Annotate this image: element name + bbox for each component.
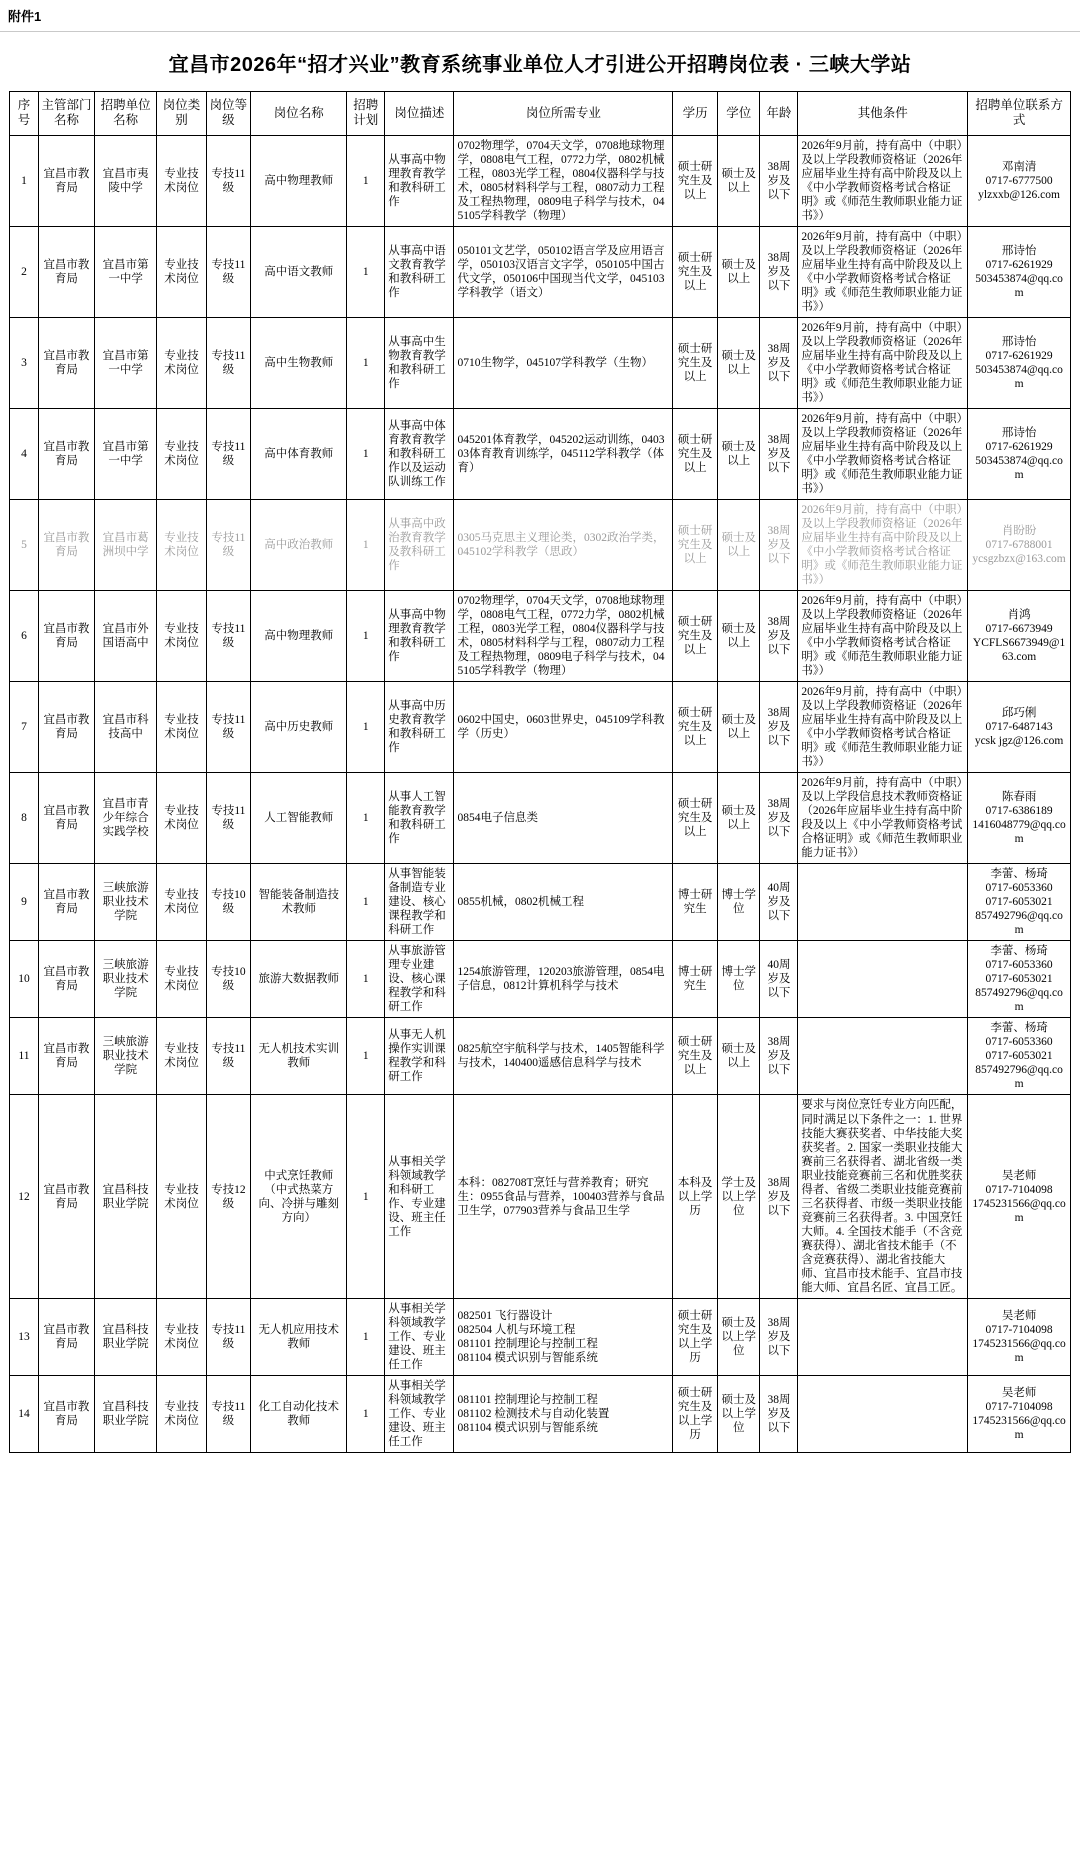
cell-contact: 吴老师 0717-7104098 1745231566@qq.com bbox=[968, 1298, 1071, 1375]
cell-contact: 邢诗怡 0717-6261929 503453874@qq.com bbox=[968, 317, 1071, 408]
table-row bbox=[10, 773, 1071, 864]
cell-other-conditions bbox=[798, 1018, 968, 1095]
cell-seq: 2 bbox=[10, 226, 39, 317]
cell-education: 硕士研究生及以上 bbox=[673, 226, 718, 317]
cell-contact: 邢诗怡 0717-6261929 503453874@qq.com bbox=[968, 408, 1071, 499]
cell-plan: 1 bbox=[347, 1095, 385, 1298]
cell-other-conditions: 2026年9月前，持有高中（中职）及以上学段教师资格证（2026年应届毕业生持有高中阶段及以上《中小学教师资格考试合格证明》或《师范生教师职业能力证书》） bbox=[798, 226, 968, 317]
cell-education: 本科及以上学历 bbox=[673, 1095, 718, 1298]
cell-dept: 宜昌市教育局 bbox=[39, 590, 95, 681]
cell-unit: 宜昌科技职业学院 bbox=[94, 1095, 157, 1298]
cell-age: 38周岁及以下 bbox=[760, 408, 798, 499]
cell-plan: 1 bbox=[347, 941, 385, 1018]
cell-major: 0825航空宇航科学与技术，1405智能科学与技术，140400遥感信息科学与技术 bbox=[454, 1018, 673, 1095]
cell-post-level: 专技12级 bbox=[206, 1095, 251, 1298]
cell-seq: 11 bbox=[10, 1018, 39, 1095]
cell-plan: 1 bbox=[347, 1298, 385, 1375]
cell-education: 博士研究生 bbox=[673, 864, 718, 941]
cell-unit: 宜昌市第一中学 bbox=[94, 226, 157, 317]
cell-post-name: 高中物理教师 bbox=[251, 135, 347, 226]
th-dept: 主管部门名称 bbox=[39, 92, 95, 136]
cell-other-conditions: 2026年9月前，持有高中（中职）及以上学段教师资格证（2026年应届毕业生持有高中阶段及以上《中小学教师资格考试合格证明》或《师范生教师职业能力证书》） bbox=[798, 408, 968, 499]
cell-age: 40周岁及以下 bbox=[760, 864, 798, 941]
cell-major: 0855机械，0802机械工程 bbox=[454, 864, 673, 941]
cell-post-name: 高中政治教师 bbox=[251, 499, 347, 590]
cell-post-level: 专技11级 bbox=[206, 1298, 251, 1375]
cell-education: 硕士研究生及以上 bbox=[673, 408, 718, 499]
cell-description: 从事旅游管理专业建设、核心课程教学和科研工作 bbox=[385, 941, 454, 1018]
cell-post-type: 专业技术岗位 bbox=[157, 1375, 206, 1452]
job-positions-table bbox=[9, 91, 1071, 1453]
cell-post-level: 专技11级 bbox=[206, 773, 251, 864]
cell-contact: 吴老师 0717-7104098 1745231566@qq.com bbox=[968, 1095, 1071, 1298]
cell-dept: 宜昌市教育局 bbox=[39, 682, 95, 773]
cell-age: 38周岁及以下 bbox=[760, 773, 798, 864]
cell-contact: 肖盼盼 0717-6788001 ycsgzbzx@163.com bbox=[968, 499, 1071, 590]
cell-plan: 1 bbox=[347, 864, 385, 941]
th-seq: 序号 bbox=[10, 92, 39, 136]
cell-dept: 宜昌市教育局 bbox=[39, 1298, 95, 1375]
cell-unit: 三峡旅游职业技术学院 bbox=[94, 941, 157, 1018]
cell-degree: 硕士及以上 bbox=[718, 590, 760, 681]
th-desc: 岗位描述 bbox=[385, 92, 454, 136]
cell-post-level: 专技11级 bbox=[206, 590, 251, 681]
cell-post-level: 专技11级 bbox=[206, 226, 251, 317]
cell-post-name: 高中历史教师 bbox=[251, 682, 347, 773]
cell-post-level: 专技11级 bbox=[206, 1018, 251, 1095]
cell-post-level: 专技11级 bbox=[206, 682, 251, 773]
cell-degree: 博士学位 bbox=[718, 941, 760, 1018]
cell-education: 硕士研究生及以上 bbox=[673, 773, 718, 864]
cell-seq: 14 bbox=[10, 1375, 39, 1452]
cell-contact: 李蕾、杨琦 0717-6053360 0717-6053021 857492796@qq.com bbox=[968, 864, 1071, 941]
cell-dept: 宜昌市教育局 bbox=[39, 135, 95, 226]
cell-description: 从事相关学科领域教学和科研工作、专业建设、班主任工作 bbox=[385, 1095, 454, 1298]
cell-seq: 7 bbox=[10, 682, 39, 773]
cell-description: 从事无人机操作实训课程教学和科研工作 bbox=[385, 1018, 454, 1095]
cell-degree: 硕士及以上 bbox=[718, 499, 760, 590]
cell-seq: 10 bbox=[10, 941, 39, 1018]
cell-dept: 宜昌市教育局 bbox=[39, 1375, 95, 1452]
cell-education: 硕士研究生及以上 bbox=[673, 1018, 718, 1095]
cell-age: 38周岁及以下 bbox=[760, 682, 798, 773]
cell-post-level: 专技11级 bbox=[206, 317, 251, 408]
cell-contact: 陈春雨 0717-6386189 1416048779@qq.com bbox=[968, 773, 1071, 864]
cell-degree: 硕士及以上 bbox=[718, 682, 760, 773]
cell-other-conditions bbox=[798, 1298, 968, 1375]
cell-major: 0702物理学，0704天文学，0708地球物理学，0808电气工程，0772力学，0802机械工程，0803光学工程，0804仪器科学与技术，0805材料科学与工程，0807动力工程及工程热物理，0809电子科学与技术，045105学科教学（物理） bbox=[454, 590, 673, 681]
cell-seq: 13 bbox=[10, 1298, 39, 1375]
cell-description: 从事高中政治教育教学及教科研工作 bbox=[385, 499, 454, 590]
cell-post-type: 专业技术岗位 bbox=[157, 135, 206, 226]
cell-post-level: 专技11级 bbox=[206, 499, 251, 590]
cell-post-type: 专业技术岗位 bbox=[157, 499, 206, 590]
cell-degree: 硕士及以上学位 bbox=[718, 1298, 760, 1375]
cell-post-type: 专业技术岗位 bbox=[157, 226, 206, 317]
cell-age: 38周岁及以下 bbox=[760, 135, 798, 226]
cell-post-name: 化工自动化技术教师 bbox=[251, 1375, 347, 1452]
cell-plan: 1 bbox=[347, 499, 385, 590]
cell-post-name: 无人机技术实训教师 bbox=[251, 1018, 347, 1095]
cell-other-conditions bbox=[798, 1375, 968, 1452]
cell-education: 博士研究生 bbox=[673, 941, 718, 1018]
cell-age: 38周岁及以下 bbox=[760, 1298, 798, 1375]
cell-contact: 邓南清 0717-6777500 ylzxxb@126.com bbox=[968, 135, 1071, 226]
cell-post-name: 无人机应用技术教师 bbox=[251, 1298, 347, 1375]
cell-dept: 宜昌市教育局 bbox=[39, 941, 95, 1018]
cell-post-type: 专业技术岗位 bbox=[157, 1018, 206, 1095]
th-major: 岗位所需专业 bbox=[454, 92, 673, 136]
cell-major: 082501 飞行器设计 082504 人机与环境工程 081101 控制理论与控制工程 081104 模式识别与智能系统 bbox=[454, 1298, 673, 1375]
cell-major: 0305马克思主义理论类，0302政治学类，045102学科教学（思政） bbox=[454, 499, 673, 590]
cell-description: 从事人工智能教育教学和教科研工作 bbox=[385, 773, 454, 864]
th-contact: 招聘单位联系方式 bbox=[968, 92, 1071, 136]
cell-other-conditions: 2026年9月前，持有高中（中职）及以上学段教师资格证（2026年应届毕业生持有高中阶段及以上《中小学教师资格考试合格证明》或《师范生教师职业能力证书》） bbox=[798, 682, 968, 773]
cell-degree: 硕士及以上学位 bbox=[718, 1375, 760, 1452]
cell-major: 0710生物学，045107学科教学（生物） bbox=[454, 317, 673, 408]
cell-dept: 宜昌市教育局 bbox=[39, 499, 95, 590]
cell-age: 38周岁及以下 bbox=[760, 1018, 798, 1095]
cell-post-level: 专技11级 bbox=[206, 135, 251, 226]
cell-post-type: 专业技术岗位 bbox=[157, 317, 206, 408]
th-edu: 学历 bbox=[673, 92, 718, 136]
cell-age: 40周岁及以下 bbox=[760, 941, 798, 1018]
page-title: 宜昌市2026年“招才兴业”教育系统事业单位人才引进公开招聘岗位表 · 三峡大学站 bbox=[168, 54, 912, 76]
cell-description: 从事相关学科领域教学工作、专业建设、班主任工作 bbox=[385, 1375, 454, 1452]
cell-age: 38周岁及以下 bbox=[760, 317, 798, 408]
cell-education: 硕士研究生及以上 bbox=[673, 317, 718, 408]
table-row bbox=[10, 317, 1071, 408]
table-row bbox=[10, 941, 1071, 1018]
cell-contact: 肖鸿 0717-6673949 YCFLS6673949@163.com bbox=[968, 590, 1071, 681]
cell-post-name: 人工智能教师 bbox=[251, 773, 347, 864]
cell-plan: 1 bbox=[347, 317, 385, 408]
cell-description: 从事高中历史教育教学和教科研工作 bbox=[385, 682, 454, 773]
th-degree: 学位 bbox=[718, 92, 760, 136]
table-header-row bbox=[10, 92, 1071, 136]
cell-post-type: 专业技术岗位 bbox=[157, 1298, 206, 1375]
cell-plan: 1 bbox=[347, 590, 385, 681]
cell-seq: 4 bbox=[10, 408, 39, 499]
cell-unit: 宜昌市夷陵中学 bbox=[94, 135, 157, 226]
cell-major: 0854电子信息类 bbox=[454, 773, 673, 864]
cell-unit: 宜昌市外国语高中 bbox=[94, 590, 157, 681]
cell-contact: 邱巧俐 0717-6487143 ycsk jgz@126.com bbox=[968, 682, 1071, 773]
th-level: 岗位等级 bbox=[206, 92, 251, 136]
cell-dept: 宜昌市教育局 bbox=[39, 226, 95, 317]
cell-major: 1254旅游管理，120203旅游管理，0854电子信息，0812计算机科学与技术 bbox=[454, 941, 673, 1018]
cell-plan: 1 bbox=[347, 682, 385, 773]
cell-post-name: 高中体育教师 bbox=[251, 408, 347, 499]
cell-post-name: 高中物理教师 bbox=[251, 590, 347, 681]
cell-other-conditions: 2026年9月前，持有高中（中职）及以上学段教师资格证（2026年应届毕业生持有高中阶段及以上《中小学教师资格考试合格证明》或《师范生教师职业能力证书》） bbox=[798, 590, 968, 681]
cell-description: 从事相关学科领域教学工作、专业建设、班主任工作 bbox=[385, 1298, 454, 1375]
table-row bbox=[10, 1018, 1071, 1095]
table-body bbox=[10, 135, 1071, 1452]
cell-degree: 博士学位 bbox=[718, 864, 760, 941]
cell-degree: 硕士及以上 bbox=[718, 135, 760, 226]
cell-post-type: 专业技术岗位 bbox=[157, 682, 206, 773]
cell-seq: 6 bbox=[10, 590, 39, 681]
cell-post-name: 中式烹饪教师（中式热菜方向、冷拼与雕刻方向） bbox=[251, 1095, 347, 1298]
cell-age: 38周岁及以下 bbox=[760, 1095, 798, 1298]
cell-plan: 1 bbox=[347, 135, 385, 226]
cell-seq: 1 bbox=[10, 135, 39, 226]
cell-other-conditions: 2026年9月前，持有高中（中职）及以上学段教师资格证（2026年应届毕业生持有高中阶段及以上《中小学教师资格考试合格证明》或《师范生教师职业能力证书》） bbox=[798, 499, 968, 590]
cell-major: 050101文艺学，050102语言学及应用语言学，050103汉语言文字学，050105中国古代文学，050106中国现当代文学，045103学科教学（语文） bbox=[454, 226, 673, 317]
cell-age: 38周岁及以下 bbox=[760, 590, 798, 681]
cell-plan: 1 bbox=[347, 1018, 385, 1095]
cell-degree: 学士及以上学位 bbox=[718, 1095, 760, 1298]
table-row bbox=[10, 1298, 1071, 1375]
cell-degree: 硕士及以上 bbox=[718, 1018, 760, 1095]
th-type: 岗位类别 bbox=[157, 92, 206, 136]
cell-post-type: 专业技术岗位 bbox=[157, 590, 206, 681]
table-row bbox=[10, 226, 1071, 317]
cell-unit: 宜昌市第一中学 bbox=[94, 408, 157, 499]
cell-contact: 邢诗怡 0717-6261929 503453874@qq.com bbox=[968, 226, 1071, 317]
cell-description: 从事高中体育教育教学和教科研工作以及运动队训练工作 bbox=[385, 408, 454, 499]
cell-description: 从事智能装备制造专业建设、核心课程教学和科研工作 bbox=[385, 864, 454, 941]
cell-education: 硕士研究生及以上学历 bbox=[673, 1298, 718, 1375]
cell-plan: 1 bbox=[347, 226, 385, 317]
cell-post-name: 高中生物教师 bbox=[251, 317, 347, 408]
cell-dept: 宜昌市教育局 bbox=[39, 1018, 95, 1095]
cell-dept: 宜昌市教育局 bbox=[39, 864, 95, 941]
cell-major: 045201体育教学，045202运动训练，040303体育教育训练学，045112学科教学（体育） bbox=[454, 408, 673, 499]
table-row bbox=[10, 590, 1071, 681]
cell-age: 38周岁及以下 bbox=[760, 1375, 798, 1452]
th-plan: 招聘计划 bbox=[347, 92, 385, 136]
cell-other-conditions: 2026年9月前，持有高中（中职）及以上学段教师资格证（2026年应届毕业生持有高中阶段及以上《中小学教师资格考试合格证明》或《师范生教师职业能力证书》） bbox=[798, 317, 968, 408]
th-unit: 招聘单位名称 bbox=[94, 92, 157, 136]
cell-description: 从事高中生物教育教学和教科研工作 bbox=[385, 317, 454, 408]
cell-dept: 宜昌市教育局 bbox=[39, 317, 95, 408]
cell-post-level: 专技11级 bbox=[206, 1375, 251, 1452]
cell-seq: 5 bbox=[10, 499, 39, 590]
cell-dept: 宜昌市教育局 bbox=[39, 408, 95, 499]
cell-description: 从事高中语文教育教学和教科研工作 bbox=[385, 226, 454, 317]
cell-post-type: 专业技术岗位 bbox=[157, 1095, 206, 1298]
th-age: 年龄 bbox=[760, 92, 798, 136]
cell-post-level: 专技11级 bbox=[206, 408, 251, 499]
cell-major: 081101 控制理论与控制工程 081102 检测技术与自动化装置 081104 模式识别与智能系统 bbox=[454, 1375, 673, 1452]
cell-post-type: 专业技术岗位 bbox=[157, 773, 206, 864]
th-post: 岗位名称 bbox=[251, 92, 347, 136]
cell-unit: 宜昌市第一中学 bbox=[94, 317, 157, 408]
table-row bbox=[10, 1095, 1071, 1298]
table-header bbox=[10, 92, 1071, 136]
table-row bbox=[10, 499, 1071, 590]
attachment-label: 附件1 bbox=[0, 0, 1080, 32]
cell-degree: 硕士及以上 bbox=[718, 226, 760, 317]
cell-contact: 李蕾、杨琦 0717-6053360 0717-6053021 857492796@qq.com bbox=[968, 1018, 1071, 1095]
cell-major: 0602中国史，0603世界史，045109学科教学（历史） bbox=[454, 682, 673, 773]
cell-other-conditions: 2026年9月前，持有高中（中职）及以上学段教师资格证（2026年应届毕业生持有高中阶段及以上《中小学教师资格考试合格证明》或《师范生教师职业能力证书》） bbox=[798, 135, 968, 226]
cell-degree: 硕士及以上 bbox=[718, 317, 760, 408]
cell-unit: 宜昌市青少年综合实践学校 bbox=[94, 773, 157, 864]
cell-dept: 宜昌市教育局 bbox=[39, 773, 95, 864]
table-row bbox=[10, 682, 1071, 773]
cell-degree: 硕士及以上 bbox=[718, 773, 760, 864]
cell-seq: 3 bbox=[10, 317, 39, 408]
cell-unit: 三峡旅游职业技术学院 bbox=[94, 864, 157, 941]
cell-plan: 1 bbox=[347, 1375, 385, 1452]
cell-education: 硕士研究生及以上 bbox=[673, 590, 718, 681]
cell-major: 0702物理学，0704天文学，0708地球物理学，0808电气工程，0772力学，0802机械工程，0803光学工程，0804仪器科学与技术，0805材料科学与工程，0807动力工程及工程热物理，0809电子科学与技术，045105学科教学（物理） bbox=[454, 135, 673, 226]
cell-other-conditions: 2026年9月前，持有高中（中职）及以上学段信息技术教师资格证（2026年应届毕业生持有高中阶段及以上《中小学教师资格考试合格证明》或《师范生教师职业能力证书》） bbox=[798, 773, 968, 864]
cell-post-level: 专技10级 bbox=[206, 941, 251, 1018]
cell-education: 硕士研究生及以上学历 bbox=[673, 1375, 718, 1452]
cell-unit: 宜昌科技职业学院 bbox=[94, 1298, 157, 1375]
cell-education: 硕士研究生及以上 bbox=[673, 135, 718, 226]
cell-unit: 三峡旅游职业技术学院 bbox=[94, 1018, 157, 1095]
table-row bbox=[10, 1375, 1071, 1452]
cell-degree: 硕士及以上 bbox=[718, 408, 760, 499]
cell-other-conditions: 要求与岗位烹饪专业方向匹配，同时满足以下条件之一：1. 世界技能大赛获奖者、中华技能大奖获奖者。2. 国家一类职业技能大赛前三名获得者、湖北省级一类职业技能竞赛前三名和优胜奖获得者、省级二类职业技能竞赛前三名获得者、市级一类职业技能竞赛前三名获得者。3. 中国烹饪大师。4. 全国技术能手（不含竞赛获得）、湖北省技术能手（不含竞赛获得）、湖北省技能大师、宜昌市技术能手、宜昌市技能大师、宜昌名匠、宜昌工匠。 bbox=[798, 1095, 968, 1298]
cell-age: 38周岁及以下 bbox=[760, 226, 798, 317]
cell-dept: 宜昌市教育局 bbox=[39, 1095, 95, 1298]
cell-unit: 宜昌市葛洲坝中学 bbox=[94, 499, 157, 590]
cell-description: 从事高中物理教育教学和教科研工作 bbox=[385, 135, 454, 226]
cell-contact: 吴老师 0717-7104098 1745231566@qq.com bbox=[968, 1375, 1071, 1452]
cell-post-type: 专业技术岗位 bbox=[157, 941, 206, 1018]
cell-seq: 12 bbox=[10, 1095, 39, 1298]
cell-age: 38周岁及以下 bbox=[760, 499, 798, 590]
cell-post-name: 智能装备制造技术教师 bbox=[251, 864, 347, 941]
cell-other-conditions bbox=[798, 864, 968, 941]
cell-major: 本科：082708T烹饪与营养教育；研究生：0955食品与营养，100403营养与食品卫生学，077903营养与食品卫生学 bbox=[454, 1095, 673, 1298]
table-row bbox=[10, 408, 1071, 499]
cell-post-level: 专技10级 bbox=[206, 864, 251, 941]
table-row bbox=[10, 135, 1071, 226]
table-row bbox=[10, 864, 1071, 941]
cell-post-name: 高中语文教师 bbox=[251, 226, 347, 317]
cell-education: 硕士研究生及以上 bbox=[673, 499, 718, 590]
cell-post-type: 专业技术岗位 bbox=[157, 864, 206, 941]
cell-unit: 宜昌市科技高中 bbox=[94, 682, 157, 773]
th-other: 其他条件 bbox=[798, 92, 968, 136]
cell-education: 硕士研究生及以上 bbox=[673, 682, 718, 773]
cell-other-conditions bbox=[798, 941, 968, 1018]
cell-seq: 8 bbox=[10, 773, 39, 864]
cell-description: 从事高中物理教育教学和教科研工作 bbox=[385, 590, 454, 681]
cell-post-type: 专业技术岗位 bbox=[157, 408, 206, 499]
cell-post-name: 旅游大数据教师 bbox=[251, 941, 347, 1018]
cell-contact: 李蕾、杨琦 0717-6053360 0717-6053021 857492796@qq.com bbox=[968, 941, 1071, 1018]
cell-unit: 宜昌科技职业学院 bbox=[94, 1375, 157, 1452]
cell-seq: 9 bbox=[10, 864, 39, 941]
cell-plan: 1 bbox=[347, 408, 385, 499]
cell-plan: 1 bbox=[347, 773, 385, 864]
